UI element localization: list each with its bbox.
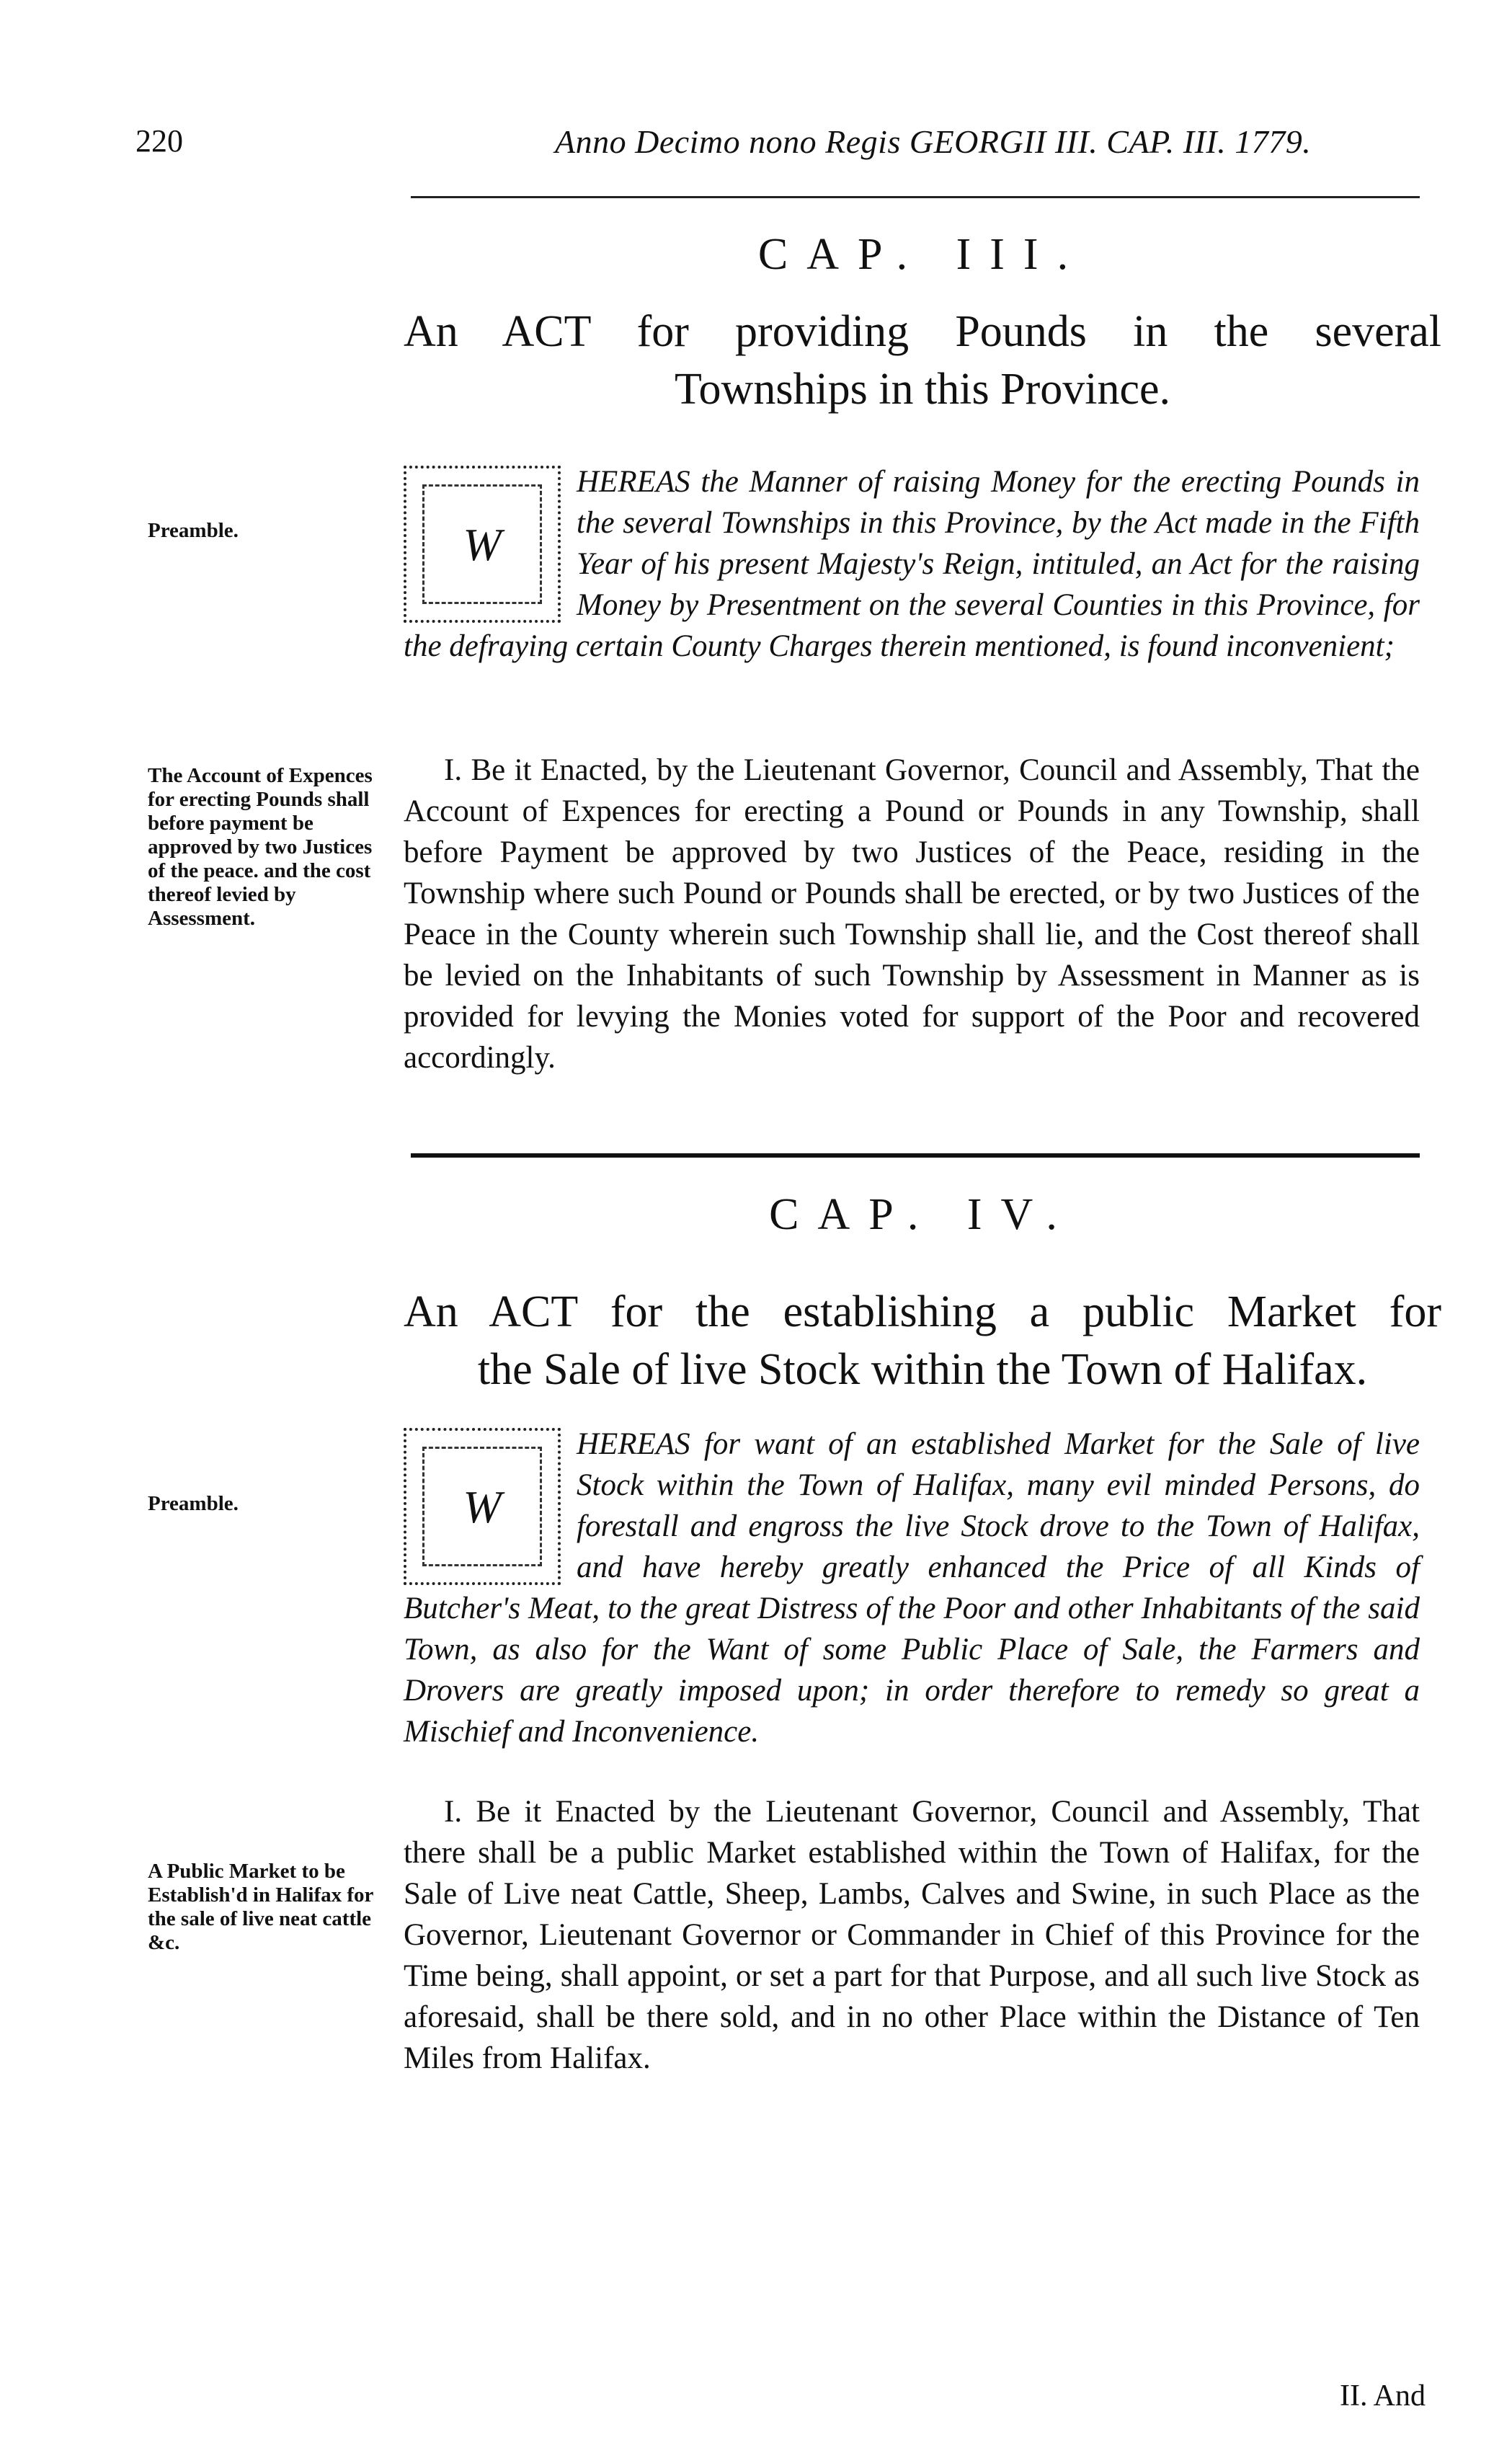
cap3-section1-margin: The Account of Expences for erecting Pounds shall before payment be approved by two Justices of the peace. and the cost thereof levied by Assessment. (148, 764, 373, 930)
cap4-title (404, 1283, 1441, 1398)
cap3-dropcap-ornament (404, 466, 561, 623)
cap3-preamble (404, 461, 1420, 667)
cap3-preamble-text: HEREAS the Manner of raising Money for the erecting Pounds in the several Townships in this Province, by the Act made in the Fifth Year of his present Majesty's Reign, intituled, an Act for the raising Money by Presentment on the several Counties in this Province, for the defraying certain County Charges therein mentioned, is found inconvenient; (404, 465, 1420, 663)
cap3-dropcap: W (463, 518, 502, 570)
cap4-heading: CAP. IV. (769, 1190, 1076, 1239)
running-header (0, 123, 1512, 180)
cap4-preamble-text: HEREAS for want of an established Market for the Sale of live Stock within the Town of Halifax, many evil minded Persons, do forestall and engross the live Stock drove to the Town of Halifax, and have hereby greatly enhanced the Price of all Kinds of Butcher's Meat, to the great Distress of the Poor and other Inhabitants of the said Town, as also for the Want of some Public Place of Sale, the Farmers and Drovers are greatly imposed upon; in order therefore to remedy so great a Mischief and Inconvenience. (404, 1427, 1420, 1749)
catchword: II. And (1340, 2379, 1426, 2413)
cap4-dropcap: W (463, 1481, 502, 1532)
cap3-title (404, 303, 1441, 418)
cap4-preamble-margin: Preamble. (148, 1492, 239, 1515)
cap4-section1: I. Be it Enacted by the Lieutenant Governor, Council and Assembly, That there shall be a public Market established within the Town of Halifax, for the Sale of Live neat Cattle, Sheep, Lambs, Calves and Swine, in such Place as the Governor, Lieutenant Governor or Commander in Chief of this Province for the Time being, shall appoint, or set a part for that Purpose, and all such live Stock as aforesaid, shall be there sold, and in no other Place within the Distance of Ten Miles from Halifax. (404, 1795, 1420, 2075)
cap4-title-line2: the Sale of live Stock within the Town of Halifax. (477, 1345, 1368, 1394)
section-divider (411, 1153, 1420, 1158)
header-rule (411, 196, 1420, 198)
cap3-heading: CAP. III. (757, 230, 1088, 279)
cap3-title-line2: Townships in this Province. (675, 365, 1170, 414)
cap4-preamble (404, 1424, 1420, 1752)
cap4-dropcap-ornament (404, 1428, 561, 1585)
cap4-section1-margin: A Public Market to be Establish'd in Halifax for the sale of live neat cattle &c. (148, 1860, 373, 1954)
page-number: 220 (135, 123, 183, 159)
cap3-section1: I. Be it Enacted, by the Lieutenant Governor, Council and Assembly, That the Account of Expences for erecting a Pound or Pounds in any Township, shall before Payment be approved by two Justices of the Peace, residing in the Township where such Pound or Pounds shall be erected, or by two Justices of the Peace in the County wherein such Township shall lie, and the Cost thereof shall be levied on the Inhabitants of such Township by Assessment in Manner as is provided for levying the Monies voted for support of the Poor and recovered accordingly. (404, 753, 1420, 1075)
cap4-title-line1: An ACT for the establishing a public Market for (404, 1287, 1441, 1336)
running-head: Anno Decimo nono Regis GEORGII III. CAP. III. 1779. (555, 123, 1312, 160)
cap3-preamble-margin: Preamble. (148, 519, 239, 542)
cap3-title-line1: An ACT for providing Pounds in the several (404, 307, 1441, 356)
